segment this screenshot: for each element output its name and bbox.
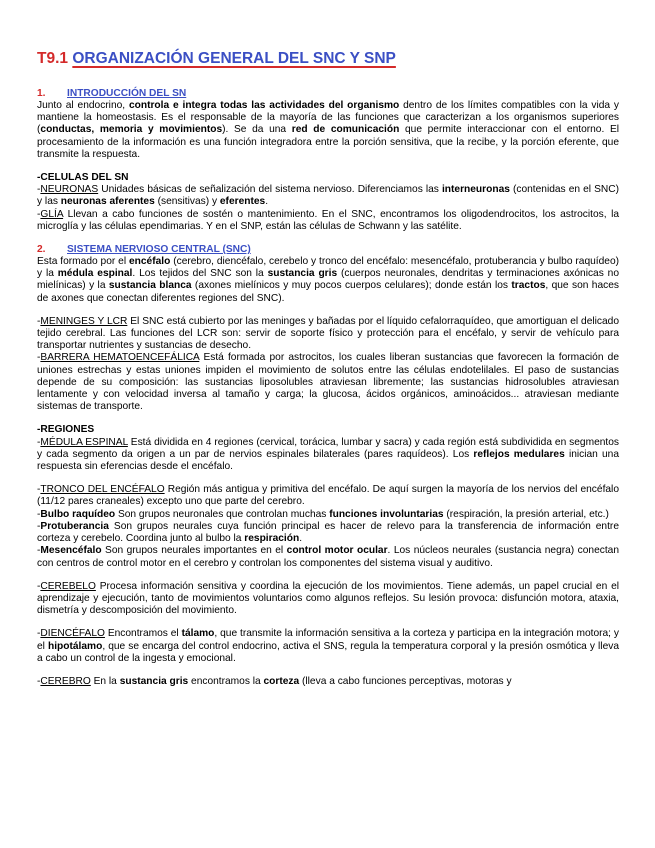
snc-paragraph: Esta formado por el encéfalo (cerebro, diencéfalo, cerebelo y tronco del encéfalo: mesencéfalo, protuberancia y bulbo raquídeo) y la médula espinal. Los tejidos del SNC son la sustancia gris (cuerpos neuronales, dendritas y terminaciones axónicas no mielínicas) y la sustancia blanca (axones mielínicos y muy pocos cuerpos celulares); donde están los tractos, que son haces de axones que conectan diferentes regiones del SNC). — [37, 256, 620, 304]
spinal-cord-paragraph: -MÉDULA ESPINAL Está dividida en 4 regiones (cervical, torácica, lumbar y sacra) y cada región está subdividida en segmentos y cada segmento da origen a un par de nervios espinales bilaterales (pares raquídeos). Los reflejos medulares inician una respuesta sin eferencias desde el encéfalo. — [37, 436, 619, 473]
document-page — [37, 50, 619, 688]
barrier-paragraph: -BARRERA HEMATOENCEFÁLICA Está formada por astrocitos, los cuales liberan sustancias que favorecen la formación de uniones estrechas y estas uniones impiden el movimiento de solutos entre las células endotelilales. El paso de sustancias depende de su composición: las sustancias liposolubles atraviesan libremente; las sustancias hidrosolubles atraviesan lentamente y con velocidad inversa al tamaño y carga; la glucosa, ácidos orgánicos, aminoácidos... atraviesan mediante sistemas de transporte. — [37, 352, 619, 413]
pons-paragraph: -Protuberancia Son grupos neurales cuya función principal es hacer de relevo para la transferencia de información entre corteza y cerebelo. Coordina junto al bulbo la respiración. — [37, 520, 619, 545]
midbrain-paragraph: -Mesencéfalo Son grupos neurales importantes en el control motor ocular. Los núcleos neurales (sustancia negra) conectan con centros de control motor en el cerebro y controlan los componentes del sistema visual y auditivo. — [37, 545, 619, 569]
cells-heading: -CELULAS DEL SN — [37, 172, 129, 184]
medulla-paragraph: -Bulbo raquídeo Son grupos neuronales que controlan muchas funciones involuntarias (respiración, la presión arterial, etc.) — [37, 508, 609, 520]
cerebrum-paragraph: -CEREBRO En la sustancia gris encontramos la corteza (lleva a cabo funciones perceptivas, motoras y — [37, 675, 512, 687]
section-2-heading: 2. SISTEMA NERVIOSO CENTRAL (SNC) — [37, 244, 251, 256]
cerebellum-paragraph: -CEREBELO Procesa información sensitiva y coordina la ejecución de los movimientos. Tiene además, un papel crucial en el aprendizaje y ejecución, tanto de movimientos voluntarios como algunos reflejos. Su lesión provoca: disfunción motora, ataxia, dismetría y descomposición del movimiento. — [37, 580, 619, 617]
intro-paragraph: Junto al endocrino, controla e integra todas las actividades del organismo dentro de los límites compatibles con la vida y mantiene la homeostasis. Es el responsable de la mayoría de las funciones que caracterizan a los organismos superiores (conductas, memoria y movimientos). Se da una red de comunicación que permite interaccionar con el entorno. El procesamiento de la información es una función integradora entre la porción sensitiva, que la recibe, y la porción eferente, que transmite la respuesta. — [37, 100, 619, 160]
regions-heading: -REGIONES — [37, 424, 95, 436]
diencephalon-paragraph: -DIENCÉFALO Encontramos el tálamo, que transmite la información sensitiva a la corteza y participa en la integración motora; y el hipotálamo, que se encarga del control endocrino, activa el SNS, regula la temperatura corporal y la presión osmótica y lleva a cabo un control de la ingesta y emocional. — [37, 628, 619, 664]
brainstem-paragraph: -TRONCO DEL ENCÉFALO Región más antigua y primitiva del encéfalo. De aquí surgen la mayoría de los nervios del encéfalo (11/12 pares craneales) excepto uno que parte del cerebro. — [37, 484, 619, 508]
glia-paragraph: -GLÍA Llevan a cabo funciones de sostén o mantenimiento. En el SNC, encontramos los oligodendrocitos, los astrocitos, la microglía y las células ependimarias. Y en el SNP, están las células de Schwann y las satélite. — [37, 208, 619, 232]
neurons-paragraph: -NEURONAS Unidades básicas de señalización del sistema nervioso. Diferenciamos las interneuronas (contenidas en el SNC) y las neuronas aferentes (sensitivas) y eferentes. — [37, 184, 620, 208]
title-number: T9.1 — [37, 50, 69, 67]
title-text: ORGANIZACIÓN GENERAL DEL SNC Y SNP — [72, 50, 396, 67]
section-1-heading: 1. INTRODUCCIÓN DEL SN — [37, 88, 187, 99]
meninges-paragraph: -MENINGES Y LCR El SNC está cubierto por las meninges y bañadas por el líquido cefalorraquídeo, que amortiguan el delicado tejido cerebral. Las funciones del LCR son: servir de soporte físico y protección para el encéfalo, y servir de vehículo para transportar nutrientes y sustancias de desecho. — [37, 315, 619, 352]
page-title — [37, 50, 619, 68]
